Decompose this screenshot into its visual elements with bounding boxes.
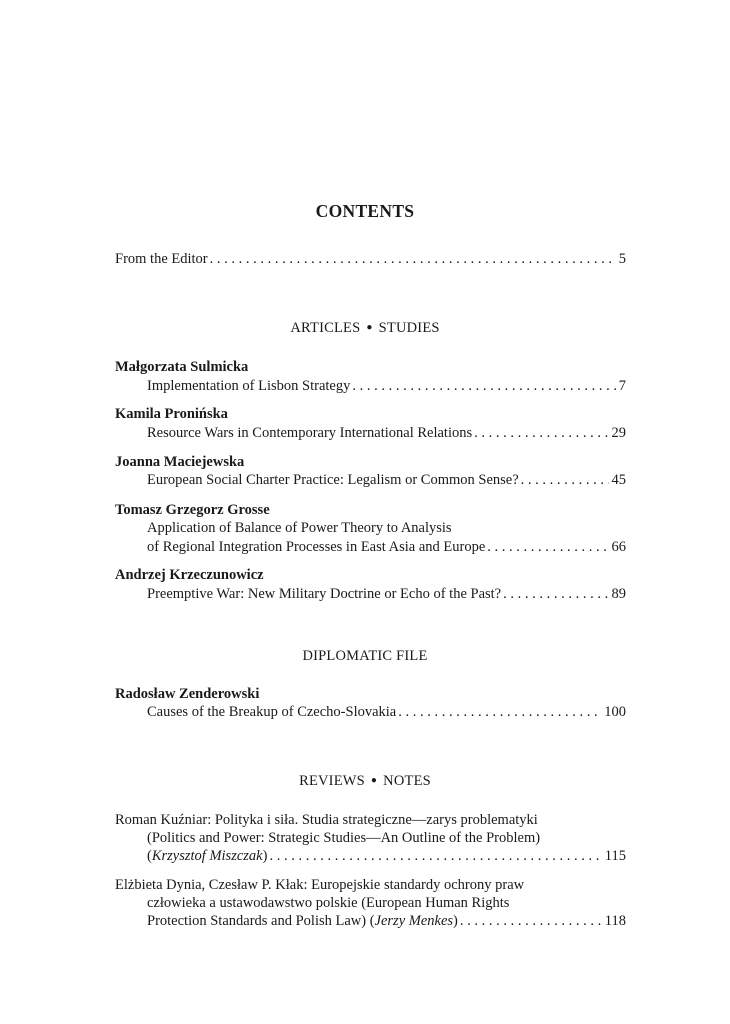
toc-entry-editor[interactable] <box>115 250 626 269</box>
toc-entry-review[interactable] <box>147 912 626 931</box>
dot-leader <box>208 250 616 269</box>
toc-entry-page: 118 <box>604 913 626 929</box>
toc-author: Radosław Zenderowski <box>115 686 260 702</box>
toc-entry-title: of Regional Integration Processes in East Asia and Europe <box>147 539 486 555</box>
toc-entry-article[interactable] <box>147 703 626 722</box>
toc-author: Tomasz Grzegorz Grosse <box>115 502 270 518</box>
dot-leader <box>396 703 601 722</box>
dot-leader <box>485 538 608 557</box>
toc-entry-page: 5 <box>618 251 626 267</box>
section-heading-diplomatic: DIPLOMATIC FILE <box>302 648 428 664</box>
review-line-prefix: Protection Standards and Polish Law) ( <box>147 913 375 929</box>
review-line: (Politics and Power: Strategic Studies—An Outline of the Problem) <box>147 830 541 846</box>
toc-entry-title: Resource Wars in Contemporary International Relations <box>147 425 473 441</box>
toc-entry-article[interactable] <box>147 585 626 604</box>
section-heading-articles-left: ARTICLES <box>290 320 361 336</box>
dot-leader <box>519 471 609 490</box>
dot-leader <box>267 847 601 866</box>
dot-leader <box>350 377 615 396</box>
toc-author: Kamila Pronińska <box>115 406 228 422</box>
section-heading-articles <box>0 320 730 337</box>
toc-author: Andrzej Krzeczunowicz <box>115 567 264 583</box>
toc-entry-title: Protection Standards and Polish Law) (Jerzy Menkes) <box>147 913 458 929</box>
dot-leader <box>458 912 602 931</box>
toc-entry-page: 100 <box>604 704 626 720</box>
toc-entry-title: From the Editor <box>115 251 208 267</box>
reviewer-name: Krzysztof Miszczak <box>151 848 263 864</box>
section-heading-articles-right: STUDIES <box>378 320 440 336</box>
section-heading-reviews-left: REVIEWS <box>299 773 365 789</box>
reviewer-name: Jerzy Menkes <box>374 913 454 929</box>
toc-entry-page: 89 <box>611 586 626 602</box>
review-line: człowieka a ustawodawstwo polskie (European Human Rights <box>147 895 510 911</box>
section-heading-reviews-right: NOTES <box>383 773 431 789</box>
review-line: Roman Kuźniar: Polityka i siła. Studia strategiczne—zarys problematyki <box>115 812 538 828</box>
toc-entry-title-line: Application of Balance of Power Theory to Analysis <box>147 520 452 536</box>
toc-entry-title: European Social Charter Practice: Legalism or Common Sense? <box>147 472 519 488</box>
toc-entry-page: 66 <box>611 539 626 555</box>
toc-entry-title: Causes of the Breakup of Czecho-Slovakia <box>147 704 397 720</box>
section-heading-reviews <box>0 773 730 790</box>
toc-entry-review[interactable] <box>147 847 626 866</box>
review-line: Elżbieta Dynia, Czesław P. Kłak: Europejskie standardy ochrony praw <box>115 877 525 893</box>
toc-entry-title: Implementation of Lisbon Strategy <box>147 378 351 394</box>
toc-entry-title: Preemptive War: New Military Doctrine or Echo of the Past? <box>147 586 502 602</box>
dot-leader <box>472 424 608 443</box>
dot-leader <box>501 585 608 604</box>
toc-entry-article[interactable] <box>147 471 626 490</box>
toc-entry-article[interactable] <box>147 538 626 557</box>
bullet-icon: ● <box>366 322 373 333</box>
page-title: CONTENTS <box>315 201 415 221</box>
toc-entry-page: 45 <box>611 472 626 488</box>
toc-entry-page: 7 <box>618 378 626 394</box>
toc-author: Joanna Maciejewska <box>115 454 245 470</box>
toc-entry-article[interactable] <box>147 377 626 396</box>
bullet-icon: ● <box>370 775 378 786</box>
toc-entry-article[interactable] <box>147 424 626 443</box>
toc-entry-page: 29 <box>611 425 626 441</box>
toc-author: Małgorzata Sulmicka <box>115 359 249 375</box>
toc-entry-title: (Krzysztof Miszczak) <box>147 848 268 864</box>
toc-entry-page: 115 <box>604 848 626 864</box>
